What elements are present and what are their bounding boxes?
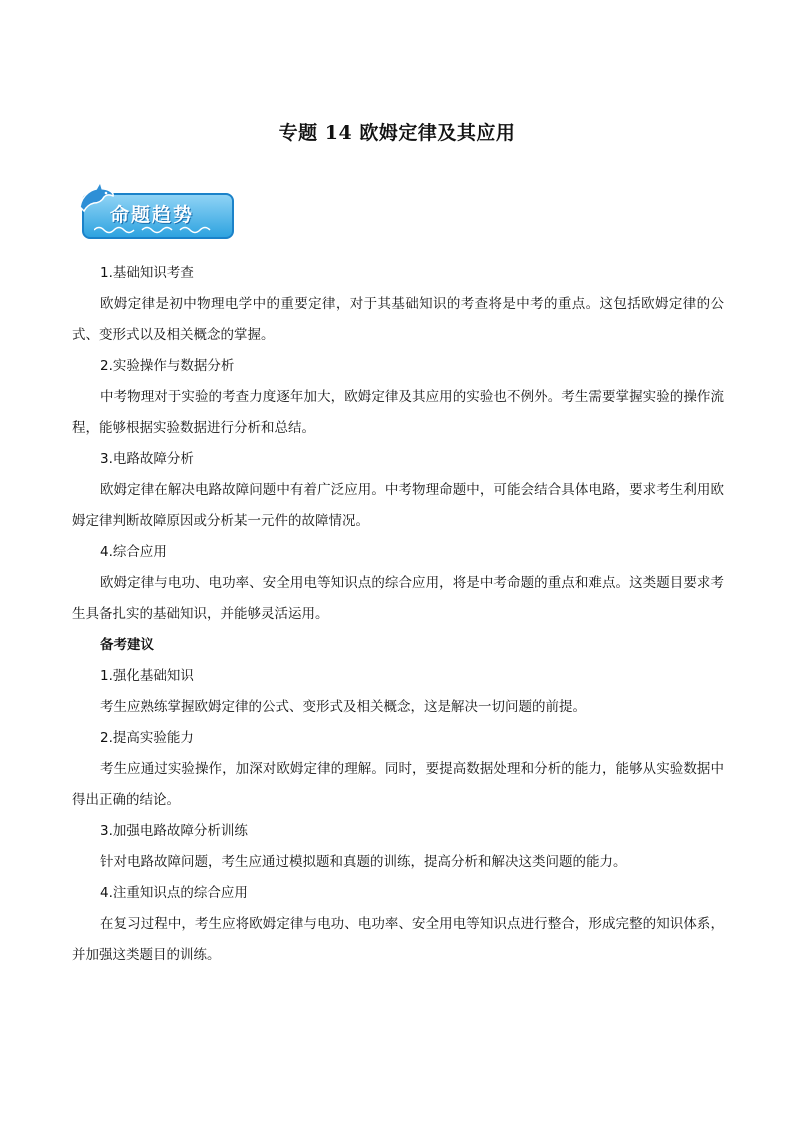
paragraph: 欧姆定律是初中物理电学中的重要定律，对于其基础知识的考查将是中考的重点。这包括欧姆定律的公式、变形式以及相关概念的掌握。	[72, 296, 724, 343]
section-heading: 1.基础知识考查	[100, 265, 194, 281]
paragraph: 针对电路故障问题，考生应通过模拟题和真题的训练，提高分析和解决这类问题的能力。	[100, 854, 627, 870]
section-title: 备考建议	[100, 637, 154, 653]
paragraph: 考生应熟练掌握欧姆定律的公式、变形式及相关概念，这是解决一切问题的前提。	[100, 699, 586, 715]
section-heading: 3.电路故障分析	[100, 451, 194, 467]
paragraph: 欧姆定律与电功、电功率、安全用电等知识点的综合应用，将是中考命题的重点和难点。这类题目要求考生具备扎实的基础知识，并能够灵活运用。	[72, 575, 724, 622]
banner-label: 命题趋势	[110, 204, 195, 226]
paragraph: 欧姆定律在解决电路故障问题中有着广泛应用。中考物理命题中，可能会结合具体电路，要求考生利用欧姆定律判断故障原因或分析某一元件的故障情况。	[72, 482, 724, 529]
section-heading: 2.实验操作与数据分析	[100, 358, 235, 374]
document-body	[72, 258, 724, 971]
wave-decoration-icon	[94, 225, 214, 235]
paragraph: 中考物理对于实验的考查力度逐年加大，欧姆定律及其应用的实验也不例外。考生需要掌握实验的操作流程，能够根据实验数据进行分析和总结。	[72, 389, 724, 436]
section-heading: 3.加强电路故障分析训练	[100, 823, 248, 839]
section-heading: 1.强化基础知识	[100, 668, 194, 684]
section-heading: 4.注重知识点的综合应用	[100, 885, 248, 901]
paragraph: 在复习过程中，考生应将欧姆定律与电功、电功率、安全用电等知识点进行整合，形成完整的知识体系，并加强这类题目的训练。	[72, 916, 724, 963]
paragraph: 考生应通过实验操作，加深对欧姆定律的理解。同时，要提高数据处理和分析的能力，能够从实验数据中得出正确的结论。	[72, 761, 724, 808]
section-banner	[76, 183, 236, 243]
section-heading: 4.综合应用	[100, 544, 167, 560]
section-heading: 2.提高实验能力	[100, 730, 194, 746]
page-title: 专题 14 欧姆定律及其应用	[278, 122, 516, 144]
